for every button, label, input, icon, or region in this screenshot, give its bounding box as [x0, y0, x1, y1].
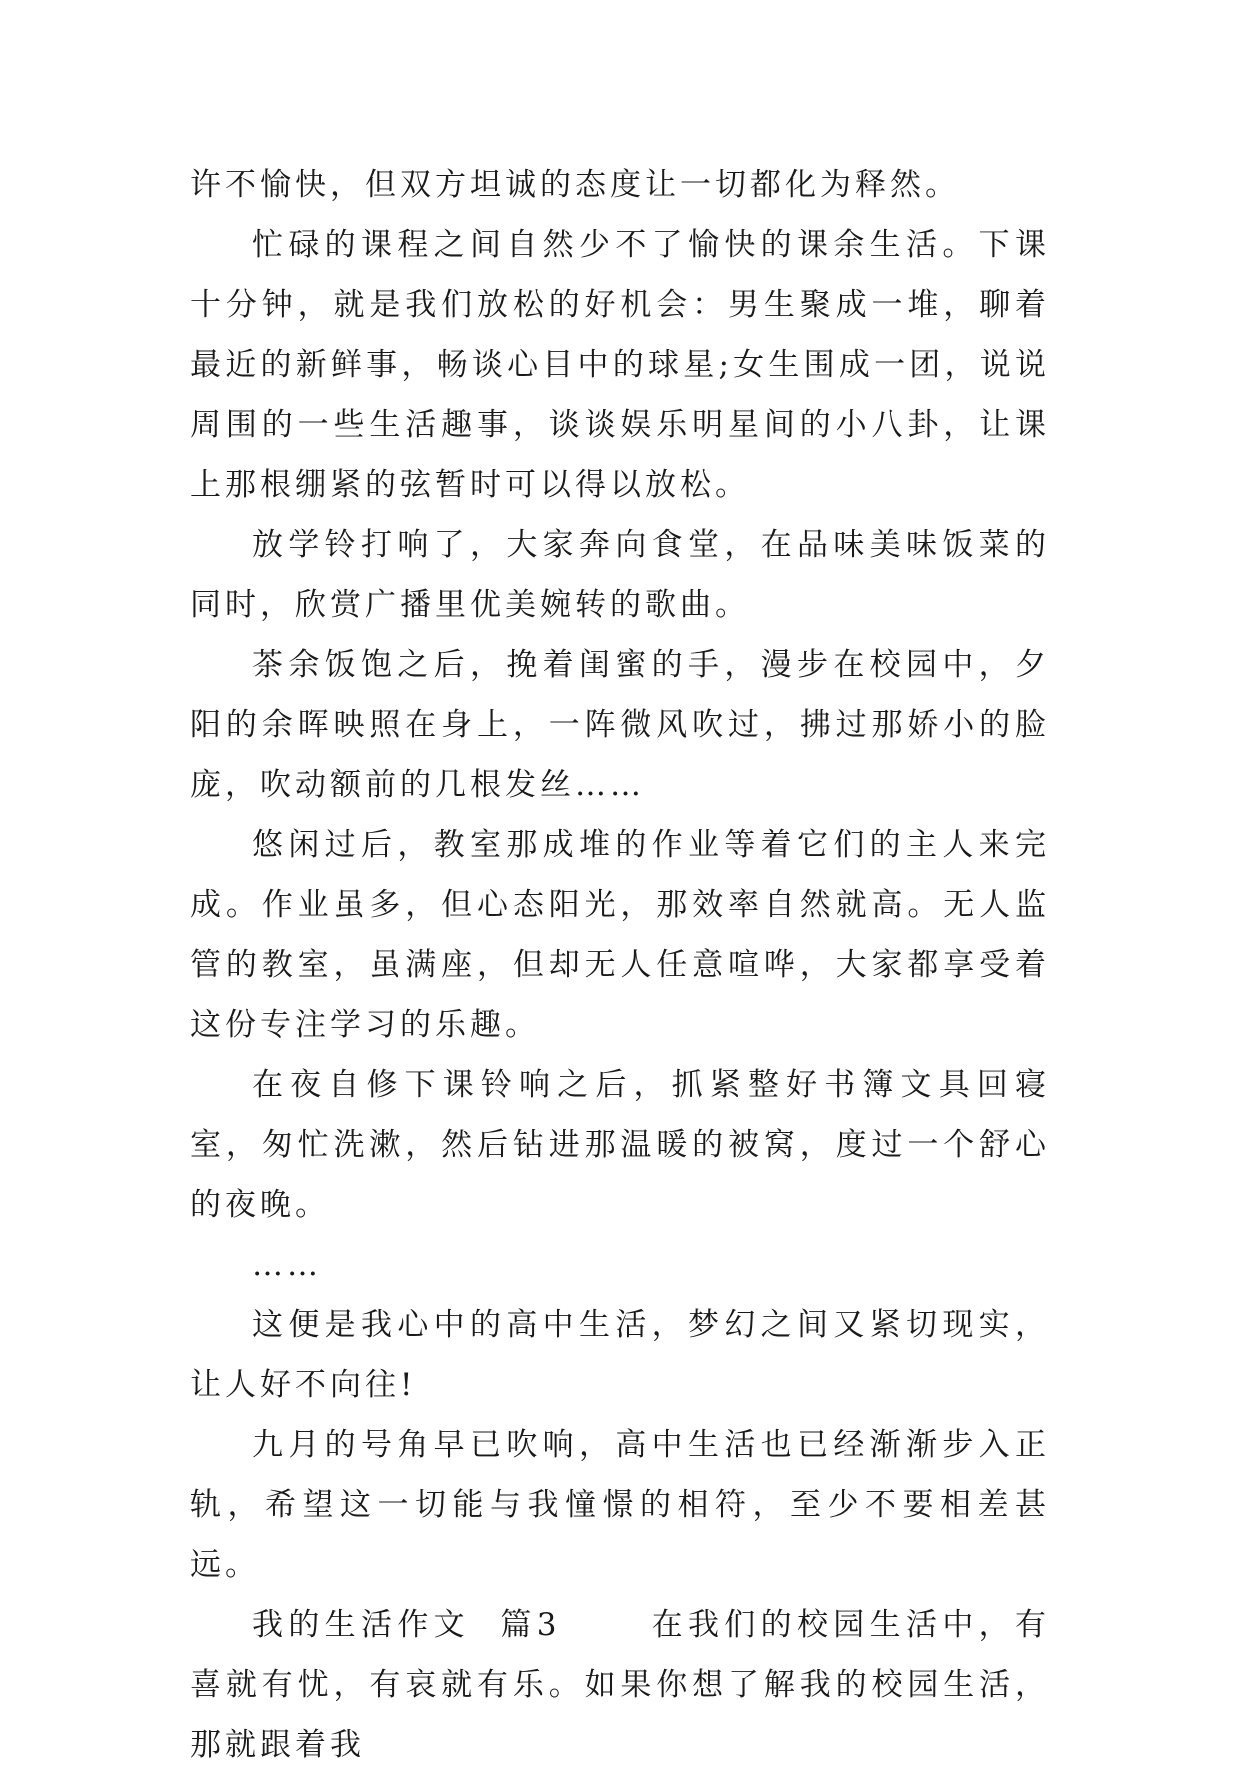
paragraph: 在夜自修下课铃响之后，抓紧整好书簿文具回寝室，匆忙洗漱，然后钻进那温暖的被窝，度过一个舒心的夜晚。	[190, 1067, 1050, 1223]
paragraph: 这便是我心中的高中生活，梦幻之间又紧切现实，让人好不向往!	[190, 1307, 1050, 1403]
paragraph: ……	[252, 1247, 322, 1283]
document-body	[190, 155, 1050, 1775]
paragraph: 悠闲过后，教室那成堆的作业等着它们的主人来完成。作业虽多，但心态阳光，那效率自然就高。无人监管的教室，虽满座，但却无人任意喧哗，大家都享受着这份专注学习的乐趣。	[190, 827, 1050, 1043]
paragraph: 九月的号角早已吹响，高中生活也已经渐渐步入正轨，希望这一切能与我憧憬的相符，至少不要相差甚远。	[190, 1427, 1050, 1583]
paragraph: 许不愉快，但双方坦诚的态度让一切都化为释然。	[190, 167, 960, 203]
paragraph: 茶余饭饱之后，挽着闺蜜的手，漫步在校园中，夕阳的余晖映照在身上，一阵微风吹过，拂过那娇小的脸庞，吹动额前的几根发丝……	[190, 647, 1050, 803]
paragraph: 放学铃打响了，大家奔向食堂，在品味美味饭菜的同时，欣赏广播里优美婉转的歌曲。	[190, 527, 1050, 623]
paragraph: 我的生活作文 篇3 在我们的校园生活中，有喜就有忧，有哀就有乐。如果你想了解我的校园生活，那就跟着我	[190, 1607, 1050, 1763]
paragraph: 忙碌的课程之间自然少不了愉快的课余生活。下课十分钟，就是我们放松的好机会：男生聚成一堆，聊着最近的新鲜事，畅谈心目中的球星;女生围成一团，说说周围的一些生活趣事，谈谈娱乐明星间的小八卦，让课上那根绷紧的弦暂时可以得以放松。	[190, 227, 1050, 503]
